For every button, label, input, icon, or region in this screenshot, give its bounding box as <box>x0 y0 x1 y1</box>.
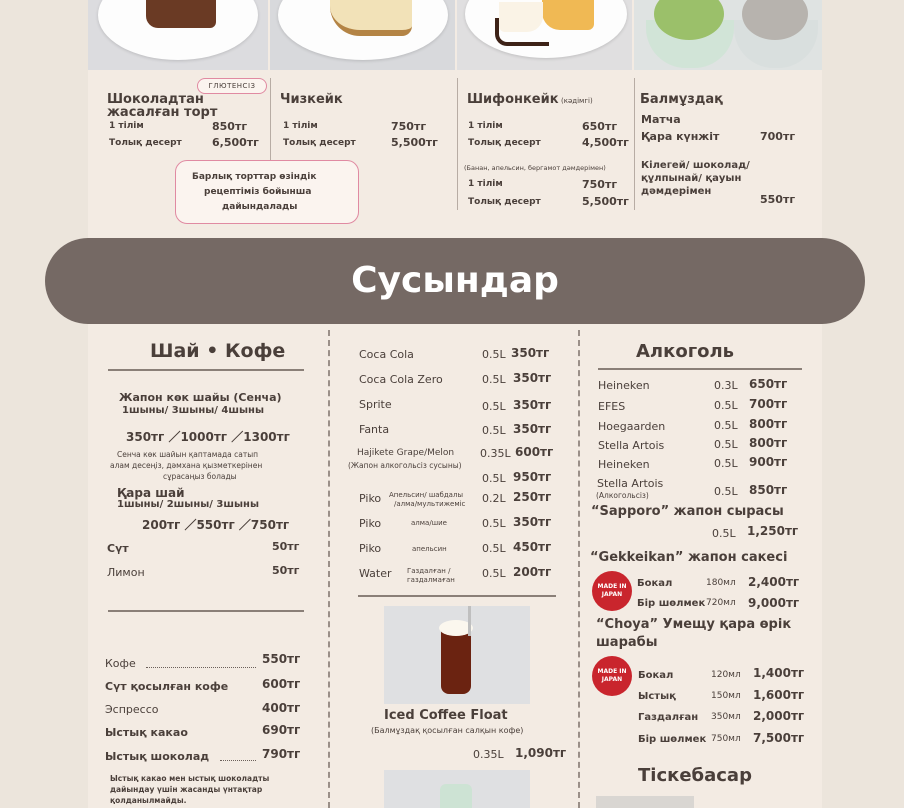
choya-row-price: 7,500тг <box>753 731 805 745</box>
coffee-item-name: Ыстық шоколад <box>105 750 210 763</box>
beer-price: 800тг <box>749 417 788 431</box>
drinks-banner <box>45 238 865 324</box>
choya-row-volume: 150мл <box>711 691 741 701</box>
soft-drink-price: 350тг <box>513 371 552 385</box>
drinks-divider-1 <box>328 330 330 808</box>
chiffon-slice2-label: 1 тілім <box>468 179 503 189</box>
milk-label: Сүт <box>107 542 129 555</box>
beer-price: 700тг <box>749 397 788 411</box>
recipe-note-line1: Барлық торттар өзіндік <box>192 172 317 182</box>
stella-na-volume: 0.5L <box>714 485 738 498</box>
beer-volume: 0.3L <box>714 379 738 392</box>
chocolate-cake-name-line2: жасалған торт <box>107 105 218 120</box>
chocolate-cake-name-line1: Шоколадтан <box>107 92 204 107</box>
chiffon-name: Шифонкейк <box>467 92 559 107</box>
chiffon-full-label: Толық десерт <box>468 138 541 148</box>
chocolate-cake-photo <box>88 0 268 70</box>
coffee-item-leader <box>146 666 256 668</box>
beer-volume: 0.5L <box>714 419 738 432</box>
lemon-price: 50тг <box>272 564 300 577</box>
choya-row-price: 2,000тг <box>753 709 805 723</box>
icecream-matcha: Матча <box>641 113 681 126</box>
alcohol-heading-underline <box>598 368 802 370</box>
soft-drink-price: 350тг <box>513 398 552 412</box>
gekkeikan-row-volume: 180мл <box>706 578 736 588</box>
cheesecake-photo <box>270 0 455 70</box>
dessert-divider-2 <box>457 78 458 210</box>
beer-name: Stella Artois <box>598 439 665 452</box>
chiffon-name-note: (кәдімгі) <box>561 97 593 105</box>
chiffon-full2-price: 5,500тг <box>582 195 629 208</box>
black-tea-name: Қара шай <box>117 486 185 500</box>
icecream-other-price: 550тг <box>760 193 796 206</box>
sencha-note-line3: сұрасаңыз болады <box>163 472 237 481</box>
chiffon-slice2-price: 750тг <box>582 178 618 191</box>
coffee-item-price: 600тг <box>262 677 301 691</box>
soft-drink-name: Coca Cola <box>359 348 414 361</box>
snacks-heading: Тіскебасар <box>638 765 752 786</box>
lemon-label: Лимон <box>107 566 145 579</box>
coffee-item-price: 790тг <box>262 747 301 761</box>
choya-row-price: 1,400тг <box>753 666 805 680</box>
icecream-other-line3: дәмдерімен <box>641 186 712 197</box>
chocolate-full-label: Толық десерт <box>109 138 182 148</box>
icecream-sesame: Қара күнжіт <box>641 130 720 143</box>
coffee-item-name: Сүт қосылған кофе <box>105 680 229 693</box>
choya-row-price: 1,600тг <box>753 688 805 702</box>
stella-na-price: 850тг <box>749 483 788 497</box>
beer-name: Heineken <box>598 379 650 392</box>
tea-coffee-heading: Шай • Кофе <box>150 340 286 362</box>
tea-coffee-heading-underline <box>108 369 304 371</box>
choya-row-volume: 350мл <box>711 712 741 722</box>
chiffon-full-price: 4,500тг <box>582 136 629 149</box>
sencha-sizes: 1шыны/ 3шыны/ 4шыны <box>122 405 264 416</box>
sapporo-title: “Sapporo” жапон сырасы <box>591 504 784 519</box>
soft-drink-name: Sprite <box>359 398 392 411</box>
soft-drink-volume: 0.5L <box>482 400 506 413</box>
black-tea-sizes: 1шыны/ 2шыны/ 3шыны <box>117 499 259 510</box>
coffee-item-price: 550тг <box>262 652 301 666</box>
gekkeikan-row-volume: 720мл <box>706 598 736 608</box>
hajikete-note: (Жапон алкогольсіз сусыны) <box>348 461 462 470</box>
recipe-note-line3: дайындалады <box>222 202 298 212</box>
gekkeikan-row-label: Бокал <box>637 578 673 589</box>
hajikete-volume-1: 0.35L <box>480 447 511 460</box>
chiffon-slice-label: 1 тілім <box>468 121 503 131</box>
icecream-other-line1: Кілегей/ шоколад/ <box>641 160 750 171</box>
coffee-item-leader <box>220 759 256 761</box>
drinks-banner-title: Сусындар <box>351 260 559 301</box>
cheesecake-slice-label: 1 тілім <box>283 121 318 131</box>
second-drink-photo <box>384 770 530 808</box>
piko-2-price: 350тг <box>513 515 552 529</box>
piko-1-flavor-line1: Апельсин/ шабдалы <box>389 491 463 499</box>
piko-2-flavor: алма/шие <box>411 519 447 527</box>
soft-drink-name: Fanta <box>359 423 390 436</box>
gekkeikan-row-label: Бір шөлмек <box>637 598 706 609</box>
beer-name: EFES <box>598 400 626 413</box>
water-volume: 0.5L <box>482 567 506 580</box>
stella-na-note: (Алкогольсіз) <box>596 491 649 500</box>
gekkeikan-title: “Gekkeikan” жапон сакесі <box>590 550 788 565</box>
cocoa-note-line2: дайындау үшін жасанды үнтақтар <box>110 785 263 794</box>
beer-price: 650тг <box>749 377 788 391</box>
iced-coffee-float-name: Iced Coffee Float <box>384 708 508 723</box>
soft-drinks-separator <box>358 595 556 597</box>
ice-cream-photo <box>634 0 822 70</box>
beer-price: 900тг <box>749 455 788 469</box>
chocolate-slice-price: 850тг <box>212 120 248 133</box>
water-note-line2: газдалмаған <box>407 576 455 584</box>
beer-volume: 0.5L <box>714 399 738 412</box>
piko-1-price: 250тг <box>513 490 552 504</box>
hajikete-name: Hajikete Grape/Melon <box>357 448 455 458</box>
piko-3-name: Piko <box>359 542 382 555</box>
hajikete-price-1: 600тг <box>515 445 554 459</box>
piko-1-flavor-line2: /алма/мультижеміс <box>394 500 466 508</box>
icecream-other-line2: құлпынай/ қауын <box>641 173 742 184</box>
soft-drink-volume: 0.5L <box>482 348 506 361</box>
soft-drink-price: 350тг <box>513 422 552 436</box>
sencha-note-line2: алам десеңіз, дәмхана қызметкерінен <box>110 461 263 470</box>
chiffon-flavors: (Банан, апельсин, бергамот дәмдерімен) <box>464 164 606 172</box>
soft-drink-volume: 0.5L <box>482 424 506 437</box>
cocoa-note-line3: қолданылмайды. <box>110 796 187 805</box>
cocoa-note-line1: Ыстық какао мен ыстық шоколадты <box>110 774 270 783</box>
piko-1-volume: 0.2L <box>482 492 506 505</box>
cheesecake-slice-price: 750тг <box>391 120 427 133</box>
soft-drink-volume: 0.5L <box>482 373 506 386</box>
soft-drink-price: 350тг <box>511 346 550 360</box>
chocolate-slice-label: 1 тілім <box>109 121 144 131</box>
chiffon-cake-photo <box>457 0 632 70</box>
choya-title-line2: шарабы <box>596 635 658 650</box>
water-name: Water <box>359 567 392 580</box>
dessert-divider-3 <box>634 78 635 210</box>
iced-coffee-float-price: 1,090тг <box>515 746 567 760</box>
choya-row-volume: 750мл <box>711 734 741 744</box>
stella-na-name: Stella Artois <box>597 477 664 490</box>
sencha-note-line1: Сенча көк шайын қаптамада сатып <box>117 450 259 459</box>
beer-volume: 0.5L <box>714 438 738 451</box>
water-price: 200тг <box>513 565 552 579</box>
choya-row-label: Бір шөлмек <box>638 734 707 745</box>
piko-3-flavor: апельсин <box>412 545 447 553</box>
cheesecake-full-price: 5,500тг <box>391 136 438 149</box>
piko-1-name: Piko <box>359 492 382 505</box>
coffee-item-name: Ыстық какао <box>105 726 188 739</box>
tea-coffee-separator <box>108 610 304 612</box>
made-in-japan-badge: MADE IN JAPAN <box>592 656 632 696</box>
hajikete-volume-2: 0.5L <box>482 472 506 485</box>
black-tea-prices: 200тг ／550тг ／750тг <box>142 518 290 532</box>
iced-coffee-float-volume: 0.35L <box>473 748 504 761</box>
coffee-item-price: 400тг <box>262 701 301 715</box>
sapporo-price: 1,250тг <box>747 524 799 538</box>
piko-2-name: Piko <box>359 517 382 530</box>
chiffon-full2-label: Толық десерт <box>468 197 541 207</box>
choya-row-label: Газдалған <box>638 712 699 723</box>
icecream-sesame-price: 700тг <box>760 130 796 143</box>
hajikete-price-2: 950тг <box>513 470 552 484</box>
gekkeikan-row-price: 2,400тг <box>748 575 800 589</box>
beer-price: 800тг <box>749 436 788 450</box>
soft-drink-name: Coca Cola Zero <box>359 373 443 386</box>
drinks-divider-2 <box>578 330 580 808</box>
cheesecake-name: Чизкейк <box>280 92 343 107</box>
alcohol-heading: Алкоголь <box>636 341 735 362</box>
beer-volume: 0.5L <box>714 457 738 470</box>
milk-price: 50тг <box>272 540 300 553</box>
choya-row-label: Бокал <box>638 670 674 681</box>
piko-2-volume: 0.5L <box>482 517 506 530</box>
made-in-japan-badge: MADE IN JAPAN <box>592 571 632 611</box>
water-note-line1: Газдалған / <box>407 567 451 575</box>
iced-coffee-float-note: (Балмұздақ қосылған салқын кофе) <box>371 726 524 735</box>
choya-row-volume: 120мл <box>711 670 741 680</box>
iced-coffee-float-photo <box>384 606 530 704</box>
beer-name: Heineken <box>598 458 650 471</box>
coffee-item-name: Эспрессо <box>105 703 159 716</box>
sencha-name: Жапон көк шайы (Сенча) <box>119 391 282 404</box>
choya-title-line1: “Choya” Умещу қара өрік <box>596 617 792 632</box>
cheesecake-full-label: Толық десерт <box>283 138 356 148</box>
piko-3-volume: 0.5L <box>482 542 506 555</box>
chiffon-slice-price: 650тг <box>582 120 618 133</box>
coffee-item-name: Кофе <box>105 657 136 670</box>
gekkeikan-row-price: 9,000тг <box>748 596 800 610</box>
sencha-prices: 350тг ／1000тг ／1300тг <box>126 430 290 444</box>
choya-row-label: Ыстық <box>638 691 676 702</box>
beer-name: Hoegaarden <box>598 420 666 433</box>
snack-photo <box>596 796 694 808</box>
gluten-free-tag: ГЛЮТЕНСІЗ <box>197 78 267 94</box>
coffee-item-price: 690тг <box>262 723 301 737</box>
piko-3-price: 450тг <box>513 540 552 554</box>
chocolate-full-price: 6,500тг <box>212 136 259 149</box>
sapporo-volume: 0.5L <box>712 527 736 540</box>
recipe-note-line2: рецептіміз бойынша <box>204 187 312 197</box>
icecream-name: Балмұздақ <box>640 92 723 107</box>
